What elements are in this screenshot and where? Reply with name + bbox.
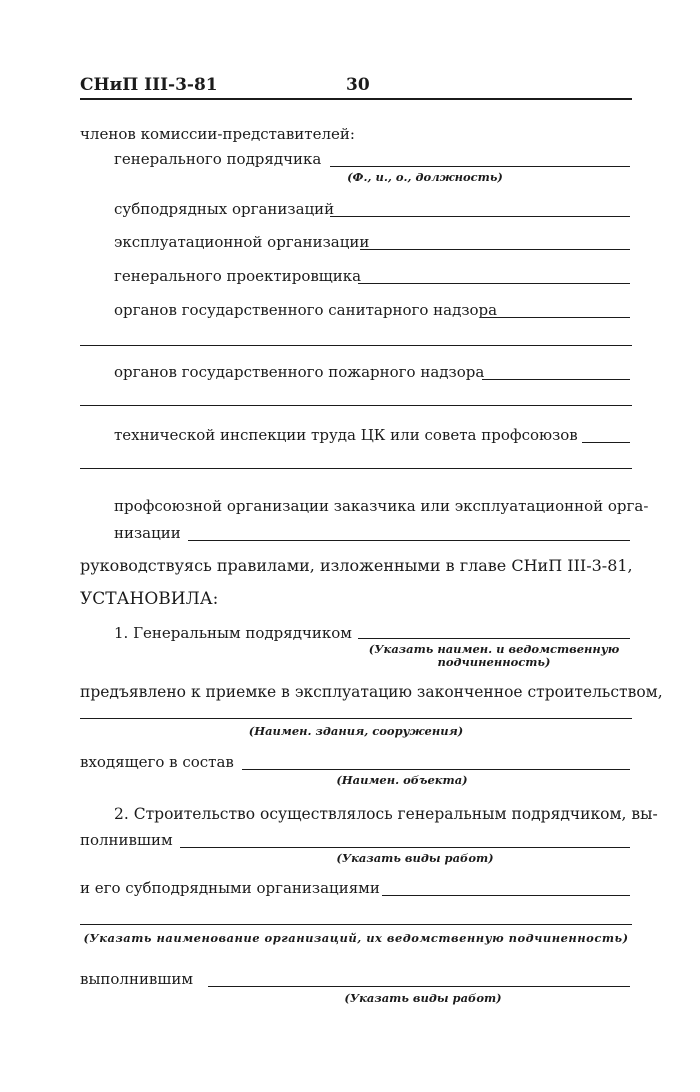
labor-extra-line (80, 468, 632, 469)
performed-line (208, 986, 630, 987)
item1-caption-line2: подчиненность) (437, 655, 551, 669)
item1-caption-line1: (Указать наимен. и ведомственную (368, 642, 620, 656)
labor-label: технической инспекции труда ЦК или совета профсоюзов (114, 426, 578, 444)
guided-text: руководствуясь правилами, изложенными в главе СНиП III-3-81, (80, 556, 633, 575)
item2-line (180, 847, 630, 848)
header-rule (80, 98, 632, 100)
subcontractors-line (330, 216, 630, 217)
building-line (80, 718, 632, 719)
sanitary-extra-line (80, 345, 632, 346)
union-line (188, 540, 630, 541)
item2-label-line1: 2. Строительство осуществлялось генеральным подрядчиком, вы- (114, 805, 658, 823)
intro-text: членов комиссии-представителей: (80, 125, 355, 143)
sub-orgs-extra-line (80, 924, 632, 925)
general-contractor-label: генерального подрядчика (114, 150, 322, 168)
included-label: входящего в состав (80, 753, 234, 771)
sub-orgs-line (382, 895, 630, 896)
works-caption: (Указать виды работ) (336, 851, 494, 865)
item1-label: 1. Генеральным подрядчиком (114, 624, 352, 642)
fire-line (482, 379, 630, 380)
general-contractor-caption: (Ф., и., о., должность) (347, 170, 503, 184)
operating-org-line (360, 249, 630, 250)
performed-caption: (Указать виды работ) (344, 991, 502, 1005)
sanitary-line (482, 317, 630, 318)
general-designer-line (358, 283, 630, 284)
fire-label: органов государственного пожарного надзора (114, 363, 485, 381)
general-designer-label: генерального проектировщика (114, 267, 362, 285)
performed-label: выполнившим (80, 970, 193, 988)
fire-extra-line (80, 405, 632, 406)
sub-orgs-caption: (Указать наименование организаций, их ведомственную подчиненность) (83, 931, 629, 945)
subcontractors-label: субподрядных организаций (114, 200, 335, 218)
object-caption: (Наимен. объекта) (336, 773, 468, 787)
page-number: 30 (346, 75, 370, 95)
building-caption: (Наимен. здания, сооружения) (248, 724, 464, 738)
included-line (242, 769, 630, 770)
presented-text: предъявлено к приемке в эксплуатацию законченное строительством, (80, 683, 663, 701)
general-contractor-line (330, 166, 630, 167)
union-label-line1: профсоюзной организации заказчика или эксплуатационной орга- (114, 497, 649, 515)
established-heading: УСТАНОВИЛА: (80, 589, 219, 609)
operating-org-label: эксплуатационной организации (114, 233, 370, 251)
item2-label-line2: полнившим (80, 831, 173, 849)
labor-line (582, 442, 630, 443)
document-code: СНиП III-3-81 (80, 75, 218, 95)
sanitary-label: органов государственного санитарного надзора (114, 301, 498, 319)
item1-line (358, 638, 630, 639)
union-label-line2: низации (114, 524, 181, 542)
sub-orgs-label: и его субподрядными организациями (80, 879, 380, 897)
